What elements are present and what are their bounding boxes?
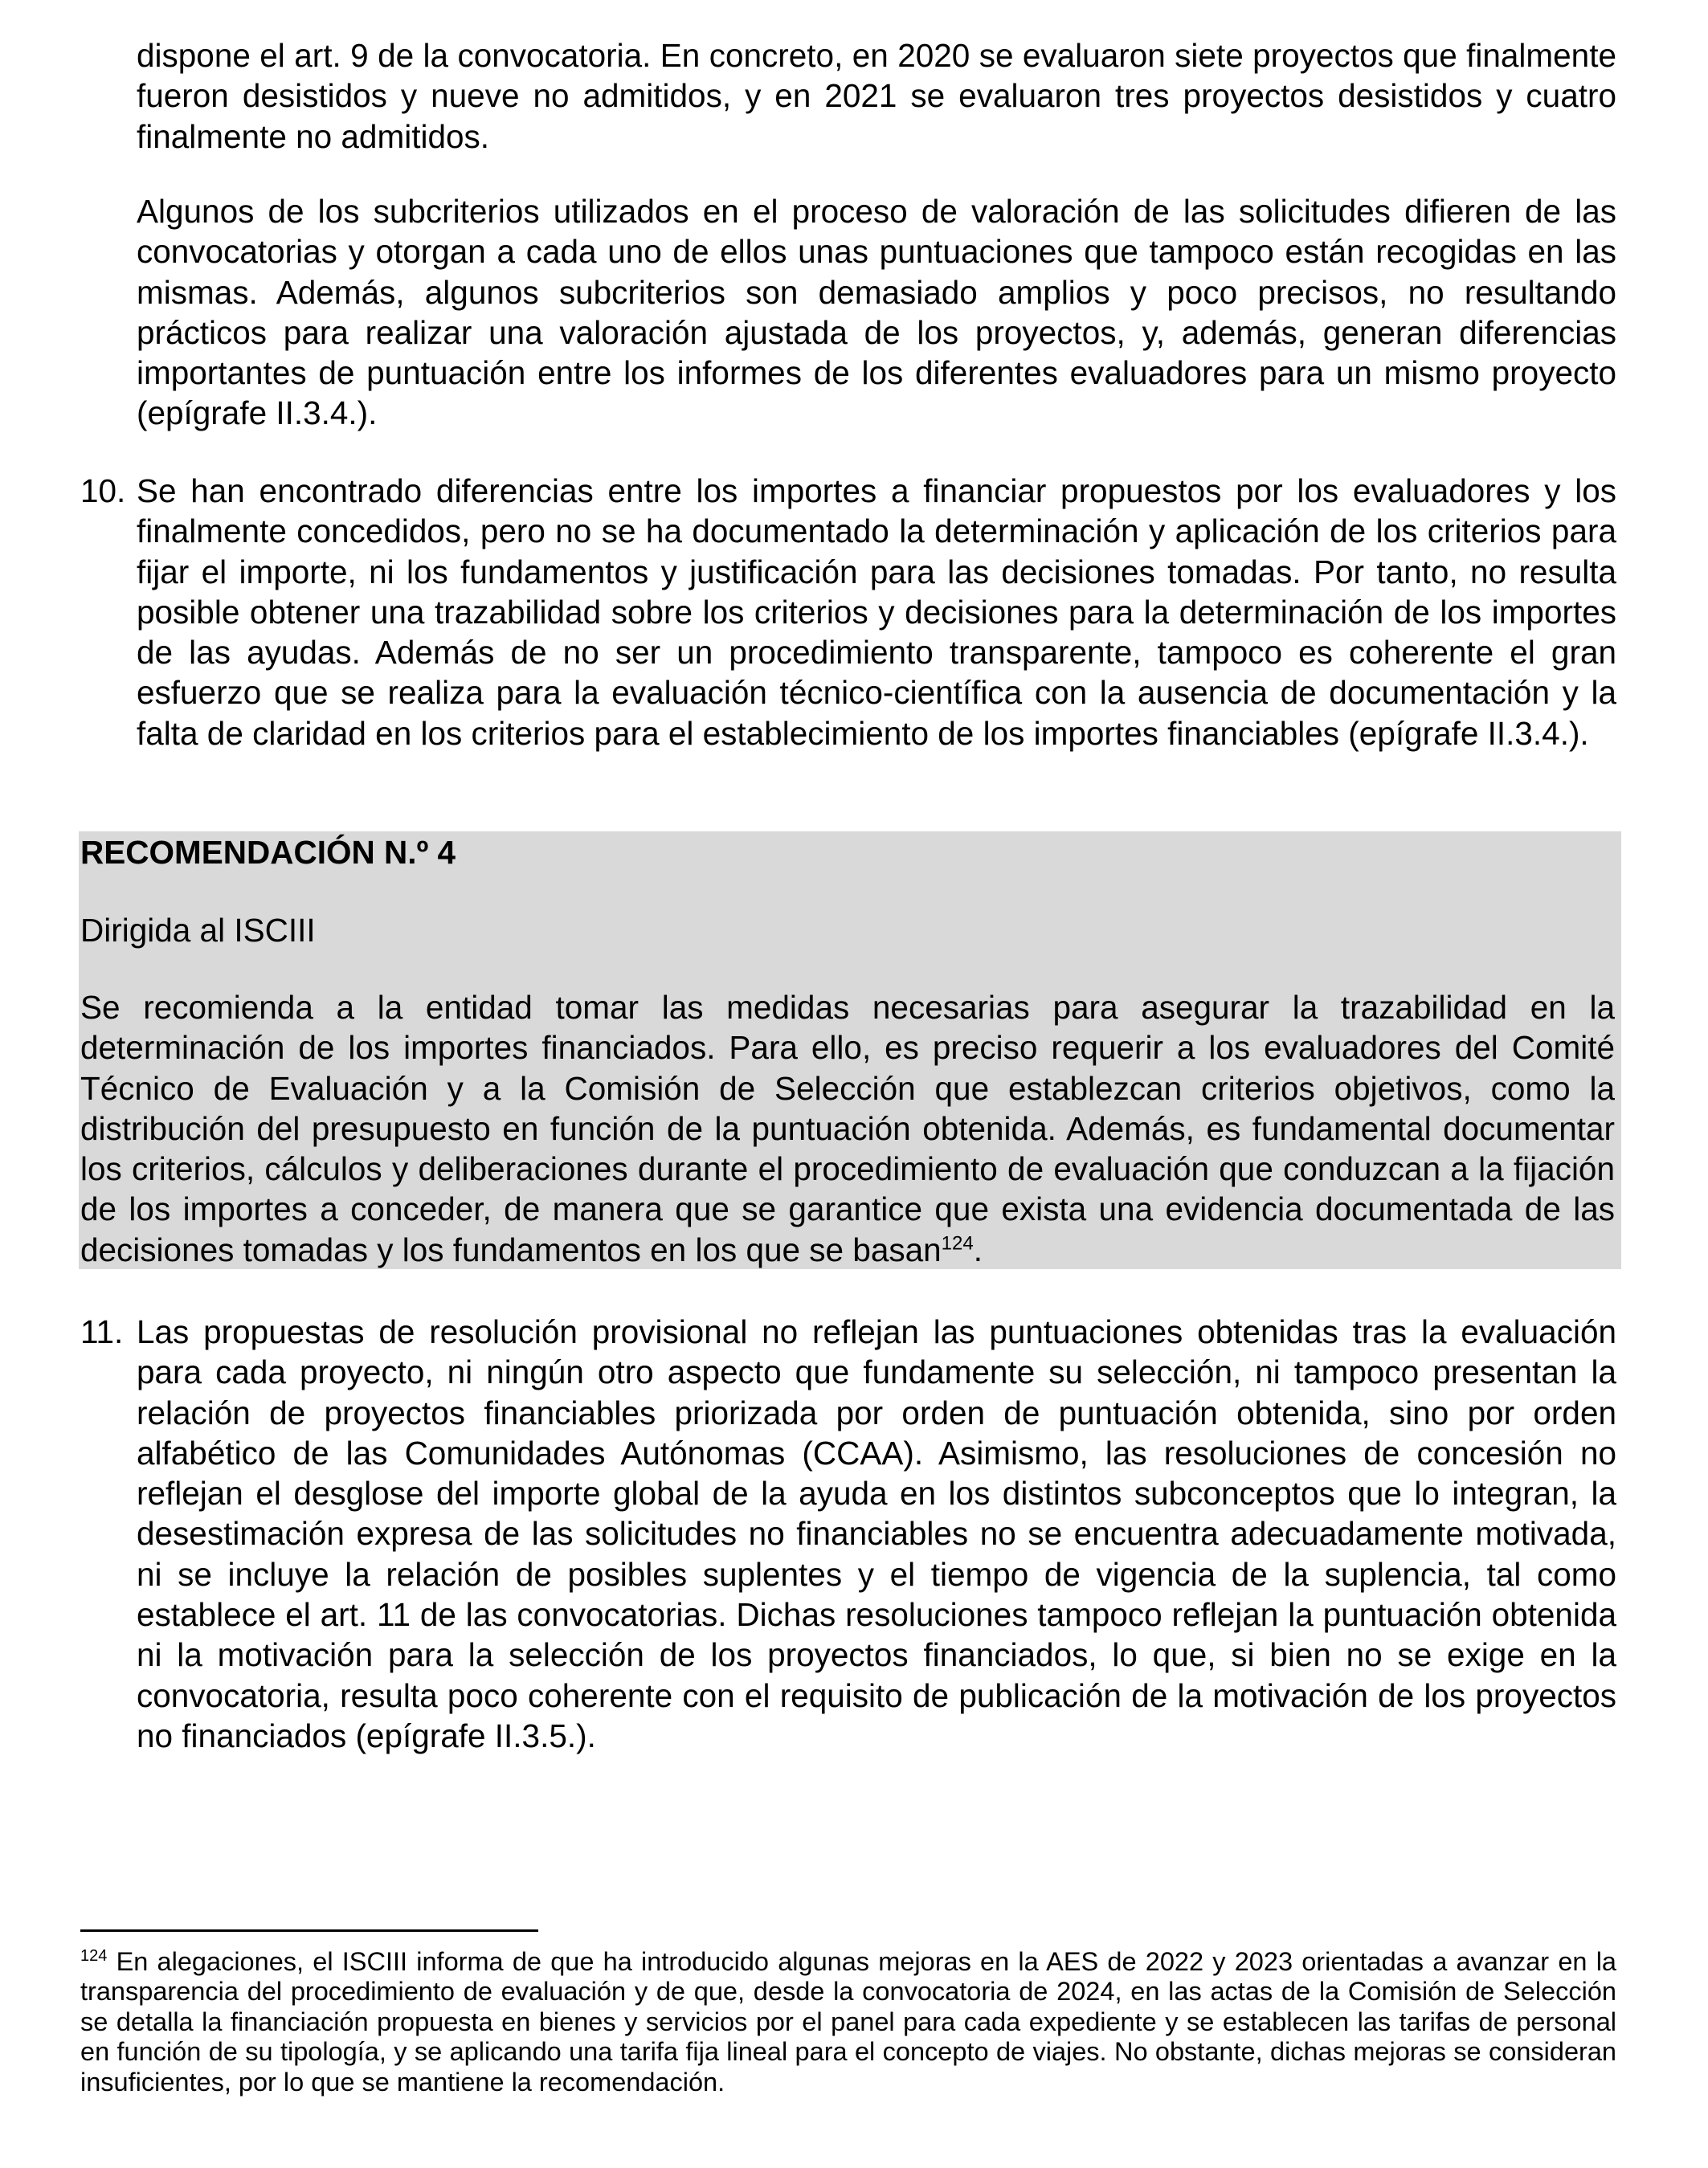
item-text: Se han encontrado diferencias entre los importes a financiar propuestos por los evaluadores y los finalmente concedidos, pero no se ha documentado la determinación y aplicación de los criterios para fijar el importe, ni los fundamentos y justificación para las decisiones tomadas. Por tanto, no resulta posible obtener una trazabilidad sobre los criterios y decisiones para la determinación de los importes de las ayudas. Además de no ser un procedimiento transparente, tampoco es coherente el gran esfuerzo que se realiza para la evaluación técnico-científica con la ausencia de documentación y la falta de claridad en los criterios para el establecimiento de los importes financiables (epígrafe II.3.4.). (137, 472, 1616, 752)
recommendation-addressee: Dirigida al ISCIII (80, 912, 316, 949)
finding-item-10 (80, 471, 1616, 753)
footnote-number: 124 (80, 1947, 108, 1966)
footnote (80, 1947, 1616, 2097)
footnote-text: En alegaciones, el ISCIII informa de que ha introducido algunas mejoras en la AES de 2022 y 2023 orientadas a avanzar en la transparencia del procedimiento de evaluación y de que, desde la convocatoria de 2024, en las actas de la Comisión de Selección se detalla la financiación propuesta en bienes y servicios por el panel para cada expediente y se establecen las tarifas de personal en función de su tipología, y se aplicando una tarifa fija lineal para el concepto de viajes. No obstante, dichas mejoras se consideran insuficientes, por lo que se mantiene la recomendación. (80, 1947, 1616, 2097)
item-text: Las propuestas de resolución provisional no reflejan las puntuaciones obtenidas tras la evaluación para cada proyecto, ni ningún otro aspecto que fundamente su selección, ni tampoco presentan la relación de proyectos financiables priorizada por orden de puntuación obtenida, sino por orden alfabético de las Comunidades Autónomas (CCAA). Asimismo, las resoluciones de concesión no reflejan el desglose del importe global de la ayuda en los distintos subconceptos que lo integran, la desestimación expresa de las solicitudes no financiables no se encuentra adecuadamente motivada, ni se incluye la relación de posibles suplentes y el tiempo de vigencia de la suplencia, tal como establece el art. 11 de las convocatorias. Dichas resoluciones tampoco reflejan la puntuación obtenida ni la motivación para la selección de los proyectos financiados, lo que, si bien no se exige en la convocatoria, resulta poco coherente con el requisito de publicación de la motivación de los proyectos no financiados (epígrafe II.3.5.). (137, 1313, 1616, 1754)
footnote-divider (80, 1929, 538, 1932)
paragraph-continuation: dispone el art. 9 de la convocatoria. En concreto, en 2020 se evaluaron siete proyectos que finalmente fueron desistidos y nueve no admitidos, y en 2021 se evaluaron tres proyectos desistidos y cuatro finalmente no admitidos. (137, 37, 1616, 155)
recommendation-end: . (973, 1231, 983, 1268)
paragraph-subcriteria: Algunos de los subcriterios utilizados en el proceso de valoración de las solicitudes difieren de las convocatorias y otorgan a cada uno de ellos unas puntuaciones que tampoco están recogidas en las mismas. Además, algunos subcriterios son demasiado amplios y poco precisos, no resultando prácticos para realizar una valoración ajustada de los proyectos, y, además, generan diferencias importantes de puntuación entre los informes de los diferentes evaluadores para un mismo proyecto (epígrafe II.3.4.). (137, 193, 1616, 432)
footnote-reference[interactable]: 124 (941, 1232, 974, 1255)
item-number: 10. (80, 472, 126, 509)
finding-item-11 (80, 1312, 1616, 1756)
item-number: 11. (80, 1313, 124, 1350)
recommendation-title: RECOMENDACIÓN N.º 4 (80, 834, 456, 871)
recommendation-text (80, 987, 1615, 1270)
recommendation-box (79, 831, 1621, 1269)
recommendation-body: Se recomienda a la entidad tomar las medidas necesarias para asegurar la trazabilidad en la determinación de los importes financiados. Para ello, es preciso requerir a los evaluadores del Comité Técnico de Evaluación y a la Comisión de Selección que establezcan criterios objetivos, como la distribución del presupuesto en función de la puntuación obtenida. Además, es fundamental documentar los criterios, cálculos y deliberaciones durante el procedimiento de evaluación que conduzcan a la fijación de los importes a conceder, de manera que se garantice que exista una evidencia documentada de las decisiones tomadas y los fundamentos en los que se basan (80, 989, 1615, 1268)
